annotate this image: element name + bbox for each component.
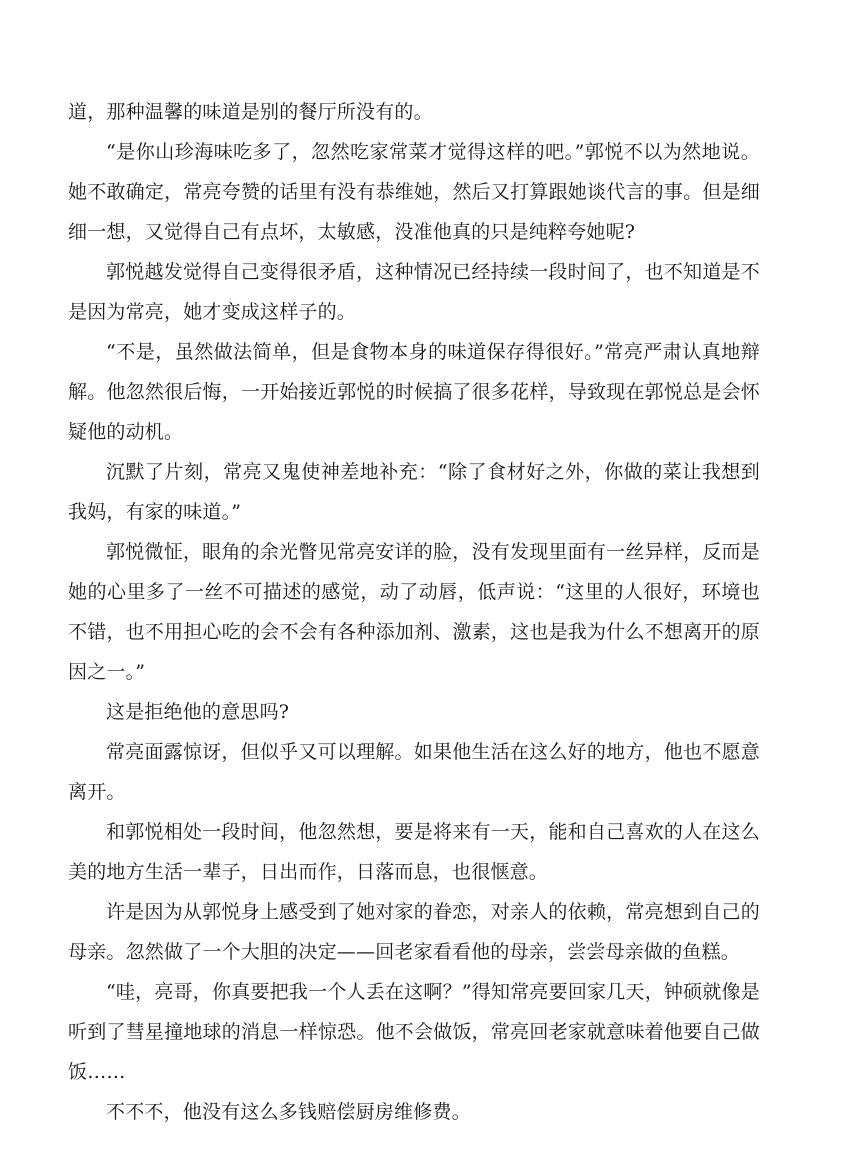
- paragraph: 常亮面露惊讶，但似乎又可以理解。如果他生活在这么好的地方，他也不愿意离开。: [68, 741, 760, 803]
- paragraph: “是你山珍海味吃多了，忽然吃家常菜才觉得这样的吧。”郭悦不以为然地说。她不敢确定，常亮夸赞的话里有没有恭维她，然后又打算跟她谈代言的事。但是细细一想，又觉得自己有点坏，太敏感，没准他真的只是纯粹夸她呢?: [68, 141, 760, 243]
- paragraph: 这是拒绝他的意思吗?: [106, 701, 290, 723]
- document-body: [68, 92, 760, 1132]
- paragraph: 郭悦微怔，眼角的余光瞥见常亮安详的脸，没有发现里面有一丝异样，反而是她的心里多了一丝不可描述的感觉，动了动唇，低声说：“这里的人很好，环境也不错，也不用担心吃的会不会有各种添加剂、激素，这也是我为什么不想离开的原因之一。”: [68, 541, 760, 683]
- paragraph: 道，那种温馨的味道是别的餐厅所没有的。: [68, 101, 433, 123]
- paragraph: “不是，虽然做法简单，但是食物本身的味道保存得很好。”常亮严肃认真地辩解。他忽然很后悔，一开始接近郭悦的时候搞了很多花样，导致现在郭悦总是会怀疑他的动机。: [68, 341, 760, 443]
- paragraph: 不不不，他没有这么多钱赔偿厨房维修费。: [106, 1101, 471, 1123]
- paragraph: 和郭悦相处一段时间，他忽然想，要是将来有一天，能和自己喜欢的人在这么美的地方生活一辈子，日出而作，日落而息，也很惬意。: [68, 821, 760, 883]
- paragraph: 沉默了片刻，常亮又鬼使神差地补充：“除了食材好之外，你做的菜让我想到我妈，有家的味道。”: [68, 461, 760, 523]
- paragraph: “哇，亮哥，你真要把我一个人丢在这啊？”得知常亮要回家几天，钟硕就像是听到了彗星撞地球的消息一样惊恐。他不会做饭，常亮回老家就意味着他要自己做饭……: [68, 981, 760, 1083]
- paragraph: 许是因为从郭悦身上感受到了她对家的眷恋，对亲人的依赖，常亮想到自己的母亲。忽然做了一个大胆的决定——回老家看看他的母亲，尝尝母亲做的鱼糕。: [68, 901, 760, 963]
- paragraph: 郭悦越发觉得自己变得很矛盾，这种情况已经持续一段时间了，也不知道是不是因为常亮，她才变成这样子的。: [68, 261, 760, 323]
